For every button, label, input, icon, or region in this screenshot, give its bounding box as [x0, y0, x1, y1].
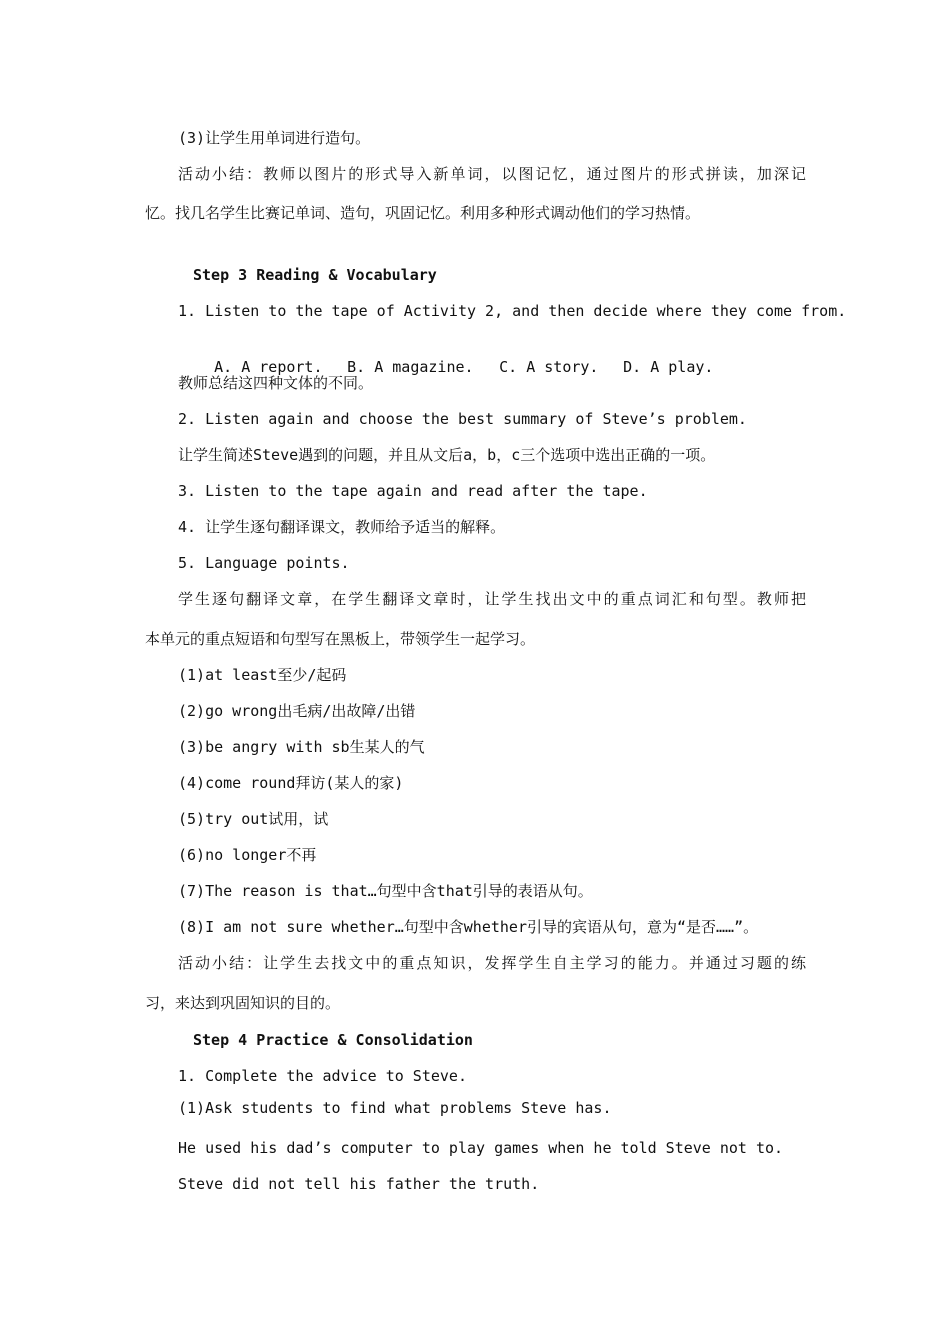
option-d: D. A play. — [623, 358, 714, 376]
language-point: (8)I am not sure whether…句型中含whether引导的宾语从句，意为“是否……”。 — [178, 918, 759, 936]
text-line: Steve did not tell his father the truth. — [178, 1175, 540, 1193]
language-point: (7)The reason is that…句型中含that引导的表语从句。 — [178, 882, 593, 900]
text-line: (1)Ask students to find what problems Steve has. — [178, 1099, 612, 1117]
paragraph-line: 学生逐句翻译文章，在学生翻译文章时，让学生找出文中的重点词汇和句型。教师把 — [178, 590, 806, 608]
summary-paragraph-line: 活动小结：让学生去找文中的重点知识，发挥学生自主学习的能力。并通过习题的练 — [178, 954, 806, 972]
text-line: He used his dad’s computer to play games when he told Steve not to. — [178, 1139, 784, 1157]
option-b: B. A magazine. — [347, 358, 474, 376]
language-point: (4)come round拜访(某人的家) — [178, 774, 404, 792]
language-point: (1)at least至少/起码 — [178, 666, 347, 684]
text-line: 5. Language points. — [178, 554, 350, 572]
text-line: 2. Listen again and choose the best summary of Steve’s problem. — [178, 410, 747, 428]
summary-paragraph-line: 活动小结：教师以图片的形式导入新单词，以图记忆，通过图片的形式拼读，加深记 — [178, 165, 806, 183]
summary-paragraph-line: 习，来达到巩固知识的目的。 — [145, 994, 341, 1012]
text-line: 4. 让学生逐句翻译课文，教师给予适当的解释。 — [178, 518, 506, 536]
text-line: 让学生简述Steve遇到的问题，并且从文后a，b，c三个选项中选出正确的一项。 — [178, 446, 716, 464]
option-a: A. A report. — [214, 358, 323, 376]
language-point: (6)no longer不再 — [178, 846, 317, 864]
section-heading-step3: Step 3 Reading & Vocabulary — [193, 266, 437, 284]
language-point: (5)try out试用，试 — [178, 810, 329, 828]
language-point: (3)be angry with sb生某人的气 — [178, 738, 425, 756]
text-line: (3)让学生用单词进行造句。 — [178, 129, 371, 147]
option-c: C. A story. — [499, 358, 599, 376]
language-point: (2)go wrong出毛病/出故障/出错 — [178, 702, 416, 720]
text-line: 1. Complete the advice to Steve. — [178, 1067, 467, 1085]
text-line: 3. Listen to the tape again and read after the tape. — [178, 482, 648, 500]
section-heading-step4: Step 4 Practice & Consolidation — [193, 1031, 473, 1049]
text-line: 1. Listen to the tape of Activity 2, and then decide where they come from. — [178, 302, 847, 320]
summary-paragraph-line: 忆。找几名学生比赛记单词、造句，巩固记忆。利用多种形式调动他们的学习热情。 — [145, 204, 701, 222]
text-line: 教师总结这四种文体的不同。 — [178, 374, 374, 392]
paragraph-line: 本单元的重点短语和句型写在黑板上，带领学生一起学习。 — [145, 630, 536, 648]
